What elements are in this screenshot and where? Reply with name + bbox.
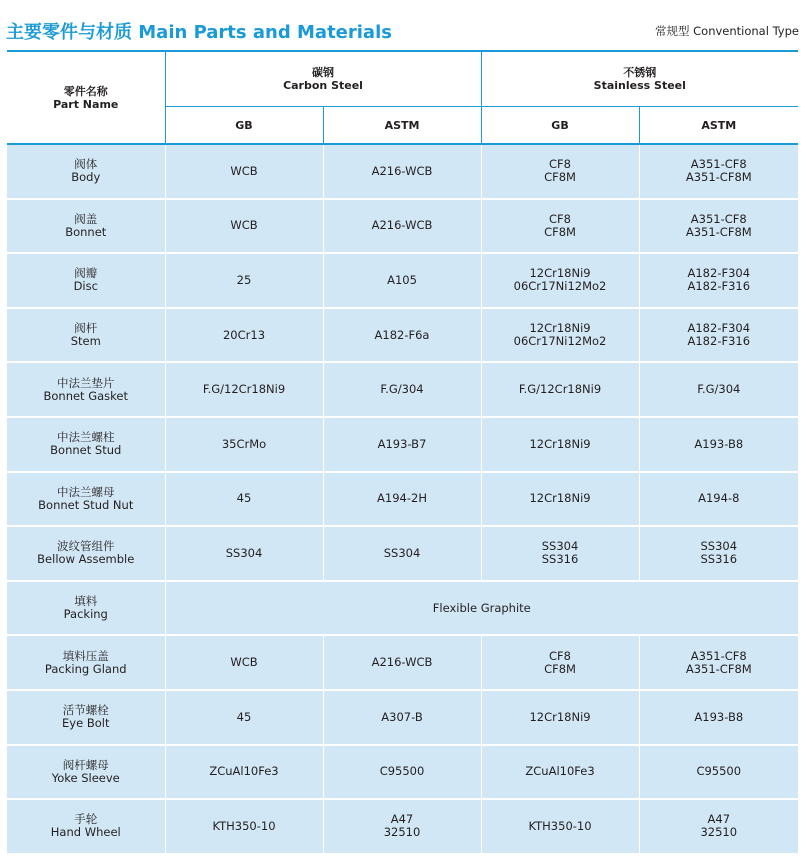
- carbon-astm-cell: [323, 308, 481, 363]
- stainless-gb-cell: [481, 417, 639, 472]
- material-value: CF8: [549, 157, 571, 172]
- stainless-gb-cell: [481, 526, 639, 581]
- material-value: SS304: [383, 545, 421, 560]
- material-value: SS316: [700, 552, 738, 567]
- material-value: A193-B8: [694, 436, 744, 451]
- material-value: C95500: [696, 764, 742, 779]
- part-name-en: Yoke Sleeve: [51, 770, 120, 785]
- material-value: CF8: [549, 211, 571, 226]
- subheader-stainless-gb: GB: [481, 107, 639, 145]
- material-value: A216-WCB: [371, 655, 433, 670]
- carbon-astm-cell: [323, 472, 481, 527]
- part-name-cn: 中法兰螺母: [57, 484, 115, 499]
- carbon-gb-cell: [165, 690, 323, 745]
- stainless-gb-cell: [481, 362, 639, 417]
- stainless-steel-header-en: Stainless Steel: [593, 79, 686, 92]
- part-name-en: Body: [71, 170, 101, 185]
- stainless-astm-cell: [639, 745, 798, 800]
- material-value: SS304: [541, 539, 579, 554]
- material-value: 32510: [383, 825, 421, 840]
- material-value: A351-CF8: [690, 157, 747, 172]
- part-name-cell: [7, 690, 165, 745]
- material-value: F.G/12Cr18Ni9: [202, 382, 286, 397]
- stainless-astm-cell: [639, 635, 798, 690]
- part-name-en: Hand Wheel: [50, 825, 121, 840]
- stainless-astm-cell: [639, 199, 798, 254]
- table-header: [7, 51, 798, 144]
- part-name-cell: [7, 417, 165, 472]
- carbon-gb-cell: [165, 526, 323, 581]
- material-value: CF8M: [544, 170, 576, 185]
- material-value: A194-8: [698, 491, 740, 506]
- part-name-cell: [7, 308, 165, 363]
- part-name-cn: 阀盖: [74, 211, 98, 226]
- table-row: [7, 362, 798, 417]
- carbon-gb-cell: [165, 199, 323, 254]
- part-name-cn: 填料压盖: [62, 648, 109, 663]
- table-row: [7, 253, 798, 308]
- material-value: 45: [236, 709, 252, 724]
- material-value: A307-B: [381, 709, 423, 724]
- material-value: A351-CF8M: [685, 661, 752, 676]
- material-value: CF8M: [544, 224, 576, 239]
- material-value: KTH350-10: [528, 818, 592, 833]
- part-name-cell: [7, 362, 165, 417]
- material-value: A216-WCB: [371, 163, 433, 178]
- material-value: Flexible Graphite: [432, 600, 531, 615]
- material-value: WCB: [230, 163, 258, 178]
- part-name-cn: 阀杆螺母: [62, 757, 109, 772]
- material-value: F.G/12Cr18Ni9: [518, 382, 602, 397]
- material-value: A182-F6a: [374, 327, 430, 342]
- carbon-gb-cell: [165, 472, 323, 527]
- part-name-header-cn: 零件名称: [63, 84, 108, 98]
- stainless-astm-cell: [639, 144, 798, 199]
- part-name-cell: [7, 144, 165, 199]
- carbon-steel-header-cn: 碳钢: [312, 66, 334, 79]
- carbon-gb-cell: [165, 308, 323, 363]
- material-value: 12Cr18Ni9: [529, 709, 591, 724]
- carbon-gb-cell: [165, 635, 323, 690]
- stainless-gb-cell: [481, 799, 639, 854]
- material-value: A182-F316: [687, 334, 751, 349]
- stainless-astm-cell: [639, 253, 798, 308]
- material-value: KTH350-10: [212, 818, 276, 833]
- part-name-en: Packing Gland: [44, 661, 127, 676]
- material-value: 25: [236, 272, 252, 287]
- part-name-cn: 手轮: [74, 812, 98, 827]
- material-value: WCB: [230, 218, 258, 233]
- part-name-cn: 阀体: [74, 157, 98, 172]
- material-value: A193-B7: [377, 436, 427, 451]
- carbon-gb-cell: [165, 253, 323, 308]
- stainless-gb-cell: [481, 745, 639, 800]
- material-value: A47: [707, 812, 731, 827]
- carbon-gb-cell: [165, 362, 323, 417]
- part-name-en: Stem: [70, 334, 101, 349]
- part-name-cn: 中法兰螺柱: [57, 430, 115, 445]
- material-value: 06Cr17Ni12Mo2: [513, 334, 607, 349]
- part-name-en: Bellow Assemble: [37, 552, 135, 567]
- table-row: [7, 799, 798, 854]
- material-value: A351-CF8: [690, 211, 747, 226]
- material-value: 35CrMo: [221, 436, 267, 451]
- part-name-en: Bonnet Stud: [50, 443, 122, 458]
- stainless-gb-cell: [481, 199, 639, 254]
- material-value: 12Cr18Ni9: [529, 266, 591, 281]
- material-value: A193-B8: [694, 709, 744, 724]
- table-row: [7, 417, 798, 472]
- table-row: [7, 635, 798, 690]
- material-value: SS304: [225, 545, 263, 560]
- subheader-carbon-astm: ASTM: [323, 107, 481, 145]
- table-row: [7, 581, 798, 636]
- part-name-en: Packing: [63, 607, 108, 622]
- part-name-cell: [7, 526, 165, 581]
- material-value: ZCuAl10Fe3: [209, 764, 279, 779]
- stainless-astm-cell: [639, 799, 798, 854]
- material-value: 12Cr18Ni9: [529, 436, 591, 451]
- material-value: A47: [390, 812, 414, 827]
- subheader-stainless-astm: ASTM: [639, 107, 798, 145]
- carbon-astm-cell: [323, 417, 481, 472]
- part-name-cell: [7, 581, 165, 636]
- material-value: A351-CF8M: [685, 224, 752, 239]
- stainless-steel-header: [481, 51, 798, 107]
- stainless-steel-header-cn: 不锈钢: [623, 66, 657, 79]
- stainless-gb-cell: [481, 472, 639, 527]
- stainless-gb-cell: [481, 635, 639, 690]
- material-value: 06Cr17Ni12Mo2: [513, 279, 607, 294]
- part-name-cn: 阀杆: [74, 321, 98, 336]
- material-value: SS304: [700, 539, 738, 554]
- material-value: F.G/304: [380, 382, 424, 397]
- part-name-cell: [7, 253, 165, 308]
- materials-table: [7, 50, 798, 855]
- part-name-cell: [7, 472, 165, 527]
- material-value: C95500: [379, 764, 425, 779]
- table-row: [7, 690, 798, 745]
- material-value: A105: [387, 272, 417, 287]
- stainless-astm-cell: [639, 362, 798, 417]
- material-value: SS316: [541, 552, 579, 567]
- table-row: [7, 308, 798, 363]
- part-name-cell: [7, 199, 165, 254]
- stainless-astm-cell: [639, 690, 798, 745]
- part-name-header: [7, 51, 165, 144]
- part-name-cell: [7, 799, 165, 854]
- material-value: A351-CF8: [690, 648, 747, 663]
- part-name-header-en: Part Name: [53, 97, 119, 111]
- stainless-gb-cell: [481, 308, 639, 363]
- part-name-en: Eye Bolt: [62, 716, 110, 731]
- carbon-gb-cell: [165, 799, 323, 854]
- material-value: A182-F316: [687, 279, 751, 294]
- table-row: [7, 472, 798, 527]
- material-value: A194-2H: [377, 491, 427, 506]
- material-value: 12Cr18Ni9: [529, 321, 591, 336]
- part-name-cn: 中法兰垫片: [57, 375, 115, 390]
- stainless-astm-cell: [639, 308, 798, 363]
- material-value: A351-CF8M: [685, 170, 752, 185]
- table-body: [7, 144, 798, 854]
- part-name-en: Disc: [73, 279, 98, 294]
- material-value: 45: [236, 491, 252, 506]
- stainless-gb-cell: [481, 144, 639, 199]
- part-name-en: Bonnet: [65, 224, 107, 239]
- material-value: ZCuAl10Fe3: [525, 764, 595, 779]
- part-name-en: Bonnet Gasket: [43, 388, 129, 403]
- stainless-gb-cell: [481, 253, 639, 308]
- material-value: CF8M: [544, 661, 576, 676]
- carbon-astm-cell: [323, 199, 481, 254]
- material-value: 20Cr13: [222, 327, 266, 342]
- part-name-en: Bonnet Stud Nut: [38, 497, 134, 512]
- part-name-cell: [7, 635, 165, 690]
- carbon-astm-cell: [323, 253, 481, 308]
- carbon-astm-cell: [323, 144, 481, 199]
- carbon-steel-header-en: Carbon Steel: [283, 79, 363, 92]
- type-label: 常规型 Conventional Type: [654, 24, 799, 38]
- carbon-gb-cell: [165, 417, 323, 472]
- part-name-cn: 活节螺栓: [62, 703, 109, 718]
- merged-material-cell: [165, 581, 798, 636]
- material-value: CF8: [549, 648, 571, 663]
- carbon-astm-cell: [323, 362, 481, 417]
- carbon-astm-cell: [323, 526, 481, 581]
- table-row: [7, 144, 798, 199]
- stainless-astm-cell: [639, 472, 798, 527]
- stainless-gb-cell: [481, 690, 639, 745]
- carbon-gb-cell: [165, 144, 323, 199]
- material-value: 12Cr18Ni9: [529, 491, 591, 506]
- carbon-astm-cell: [323, 799, 481, 854]
- part-name-cn: 填料: [74, 594, 98, 609]
- stainless-astm-cell: [639, 526, 798, 581]
- subheader-carbon-gb: GB: [165, 107, 323, 145]
- material-value: WCB: [230, 655, 258, 670]
- material-value: F.G/304: [697, 382, 741, 397]
- stainless-astm-cell: [639, 417, 798, 472]
- carbon-steel-header: [165, 51, 481, 107]
- table-row: [7, 526, 798, 581]
- carbon-gb-cell: [165, 745, 323, 800]
- carbon-astm-cell: [323, 745, 481, 800]
- table-row: [7, 745, 798, 800]
- material-value: A182-F304: [687, 321, 751, 336]
- table-row: [7, 199, 798, 254]
- material-value: A216-WCB: [371, 218, 433, 233]
- material-value: 32510: [700, 825, 738, 840]
- part-name-cn: 波纹管组件: [57, 539, 115, 554]
- page-title: 主要零件与材质 Main Parts and Materials: [6, 22, 392, 43]
- material-value: A182-F304: [687, 266, 751, 281]
- carbon-astm-cell: [323, 635, 481, 690]
- carbon-astm-cell: [323, 690, 481, 745]
- part-name-cell: [7, 745, 165, 800]
- part-name-cn: 阀瓣: [74, 266, 98, 281]
